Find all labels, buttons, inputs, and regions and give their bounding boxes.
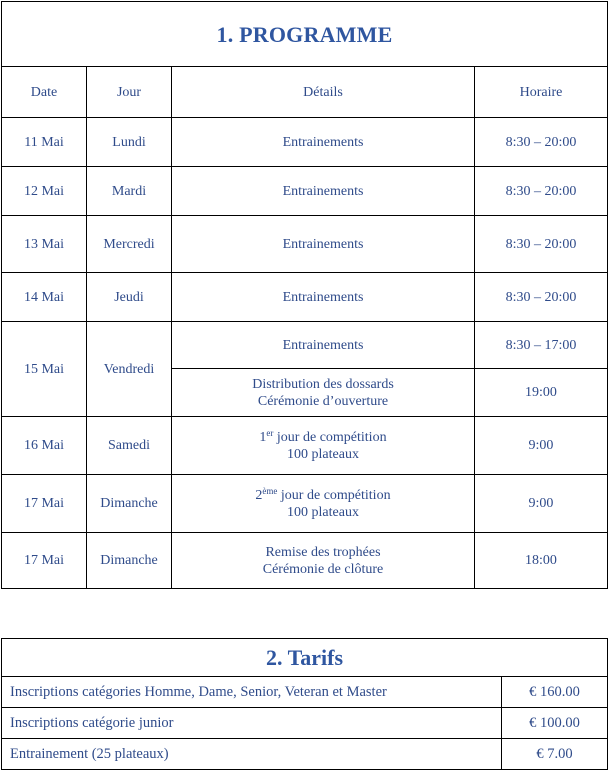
details-line-2: 100 plateaux — [287, 504, 359, 520]
row-jour: Lundi — [87, 118, 172, 167]
row-horaire: 8:30 – 20:00 — [475, 216, 608, 273]
row-details: Entrainements — [172, 167, 475, 216]
details-line-2: Cérémonie de clôture — [262, 561, 384, 577]
ordinal-suffix: ème — [262, 485, 278, 496]
row-date: 14 Mai — [2, 273, 87, 322]
row-horaire: 8:30 – 20:00 — [475, 273, 608, 322]
row-jour: Samedi — [87, 417, 172, 475]
row-horaire: 19:00 — [475, 369, 608, 417]
details-line-2: 100 plateaux — [287, 446, 359, 462]
tarif-price: € 160.00 — [502, 677, 608, 708]
ordinal-suffix: er — [266, 427, 274, 438]
table-row — [2, 273, 608, 322]
header-details: Détails — [172, 67, 475, 118]
table-row — [2, 167, 608, 216]
table-row — [2, 118, 608, 167]
row-jour: Jeudi — [87, 273, 172, 322]
row-details: Entrainements — [172, 273, 475, 322]
row-details: Entrainements — [172, 118, 475, 167]
header-horaire: Horaire — [475, 67, 608, 118]
tarifs-title: 2. Tarifs — [2, 639, 608, 677]
row-details — [172, 369, 475, 417]
row-horaire: 9:00 — [475, 475, 608, 533]
row-jour: Mardi — [87, 167, 172, 216]
header-date: Date — [2, 67, 87, 118]
row-jour: Dimanche — [87, 533, 172, 589]
row-details: Entrainements — [172, 216, 475, 273]
details-rest: jour de compétition — [277, 487, 391, 503]
table-row — [2, 216, 608, 273]
details-line-2: Cérémonie d’ouverture — [257, 393, 389, 409]
tarif-row — [2, 708, 608, 739]
row-jour: Mercredi — [87, 216, 172, 273]
row-date: 11 Mai — [2, 118, 87, 167]
tarifs-table — [1, 638, 608, 770]
table-row — [2, 533, 608, 589]
row-horaire: 18:00 — [475, 533, 608, 589]
row-date: 16 Mai — [2, 417, 87, 475]
tarif-label: Inscriptions catégorie junior — [2, 708, 502, 739]
row-date: 17 Mai — [2, 533, 87, 589]
header-row — [2, 67, 608, 118]
ordinal-number: 2 — [255, 487, 263, 503]
table-row — [2, 475, 608, 533]
tarif-label: Inscriptions catégories Homme, Dame, Senior, Veteran et Master — [2, 677, 502, 708]
programme-title: 1. PROGRAMME — [2, 2, 608, 67]
row-details: Entrainements — [172, 322, 475, 369]
row-jour: Dimanche — [87, 475, 172, 533]
row-details — [172, 417, 475, 475]
details-line-1: Distribution des dossards — [252, 376, 394, 392]
row-date: 17 Mai — [2, 475, 87, 533]
tarif-price: € 7.00 — [502, 739, 608, 770]
row-date: 15 Mai — [2, 322, 87, 417]
header-jour: Jour — [87, 67, 172, 118]
tarif-row — [2, 739, 608, 770]
table-row — [2, 322, 608, 369]
tarif-label: Entrainement (25 plateaux) — [2, 739, 502, 770]
details-rest: jour de compétition — [273, 429, 387, 445]
row-horaire: 8:30 – 17:00 — [475, 322, 608, 369]
row-horaire: 8:30 – 20:00 — [475, 167, 608, 216]
details-line-1 — [176, 487, 470, 504]
table-row — [2, 417, 608, 475]
details-line-1 — [176, 429, 470, 446]
row-horaire: 9:00 — [475, 417, 608, 475]
details-line-1: Remise des trophées — [265, 544, 381, 560]
row-details — [172, 533, 475, 589]
row-details — [172, 475, 475, 533]
row-date: 12 Mai — [2, 167, 87, 216]
row-jour: Vendredi — [87, 322, 172, 417]
row-horaire: 8:30 – 20:00 — [475, 118, 608, 167]
row-date: 13 Mai — [2, 216, 87, 273]
programme-table — [1, 1, 608, 589]
tarif-row — [2, 677, 608, 708]
tarif-price: € 100.00 — [502, 708, 608, 739]
ordinal-number: 1 — [259, 429, 267, 445]
